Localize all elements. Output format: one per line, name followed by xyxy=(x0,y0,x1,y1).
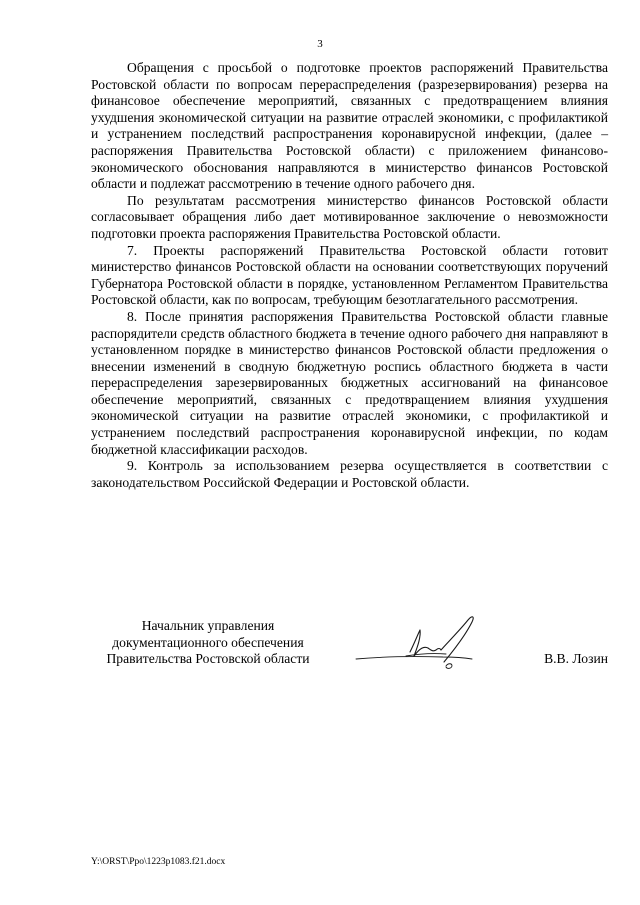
handwritten-signature xyxy=(348,612,498,676)
document-body xyxy=(91,60,608,491)
signatory-title-line: Начальник управления xyxy=(141,618,275,633)
page-number: 3 xyxy=(317,38,323,50)
signatory-title xyxy=(88,618,328,668)
signatory-title-line: Правительства Ростовской области xyxy=(106,651,310,667)
paragraph-requests: Обращения с просьбой о подготовке проектов распоряжений Правительства Ростовской области по вопросам перераспределения (разрезервирования) резерва на финансовое обеспечение мероприятий, связанных с предотвращением влияния ухудшения экономической ситуации на развитие отраслей экономики, с профилактикой и устранением последствий распространения коронавирусной инфекции, (далее – распоряжения Правительства Ростовской области) с приложением финансово-экономического обоснования направляются в министерство финансов Ростовской области и подлежат рассмотрению в течение одного рабочего дня. xyxy=(91,60,608,192)
paragraph-review-results: По результатам рассмотрения министерство финансов Ростовской области согласовывает обращения либо дает мотивированное заключение о невозможности подготовки проекта распоряжения Правительства Ростовской области. xyxy=(91,192,608,241)
signatory-title-line: документационного обеспечения xyxy=(112,634,304,650)
signature-block xyxy=(0,618,640,678)
signatory-name: В.В. Лозин xyxy=(544,651,608,666)
paragraph-item-7: 7. Проекты распоряжений Правительства Ростовской области готовит министерство финансов Ростовской области на основании соответствующих поручений Губернатора Ростовской области в порядке, установленном Регламентом Правительства Ростовской области, как по вопросам, требующим безотлагательного рассмотрения. xyxy=(91,242,608,308)
paragraph-item-9: 9. Контроль за использованием резерва осуществляется в соответствии с законодательством Российской Федерации и Ростовской области. xyxy=(91,458,608,490)
footer-file-path: Y:\ORST\Ppo\1223p1083.f21.docx xyxy=(91,857,226,867)
paragraph-item-8: 8. После принятия распоряжения Правительства Ростовской области главные распорядители средств областного бюджета в течение одного рабочего дня направляют в установленном порядке в министерство финансов Ростовской области предложения о внесении изменений в сводную бюджетную роспись областного бюджета в части перераспределения зарезервированных бюджетных ассигнований на финансовое обеспечение мероприятий, связанных с предотвращением влияния ухудшения экономической ситуации на развитие отраслей экономики, с профилактикой и устранением последствий распространения коронавирусной инфекции, по кодам бюджетной классификации расходов. xyxy=(91,308,608,457)
